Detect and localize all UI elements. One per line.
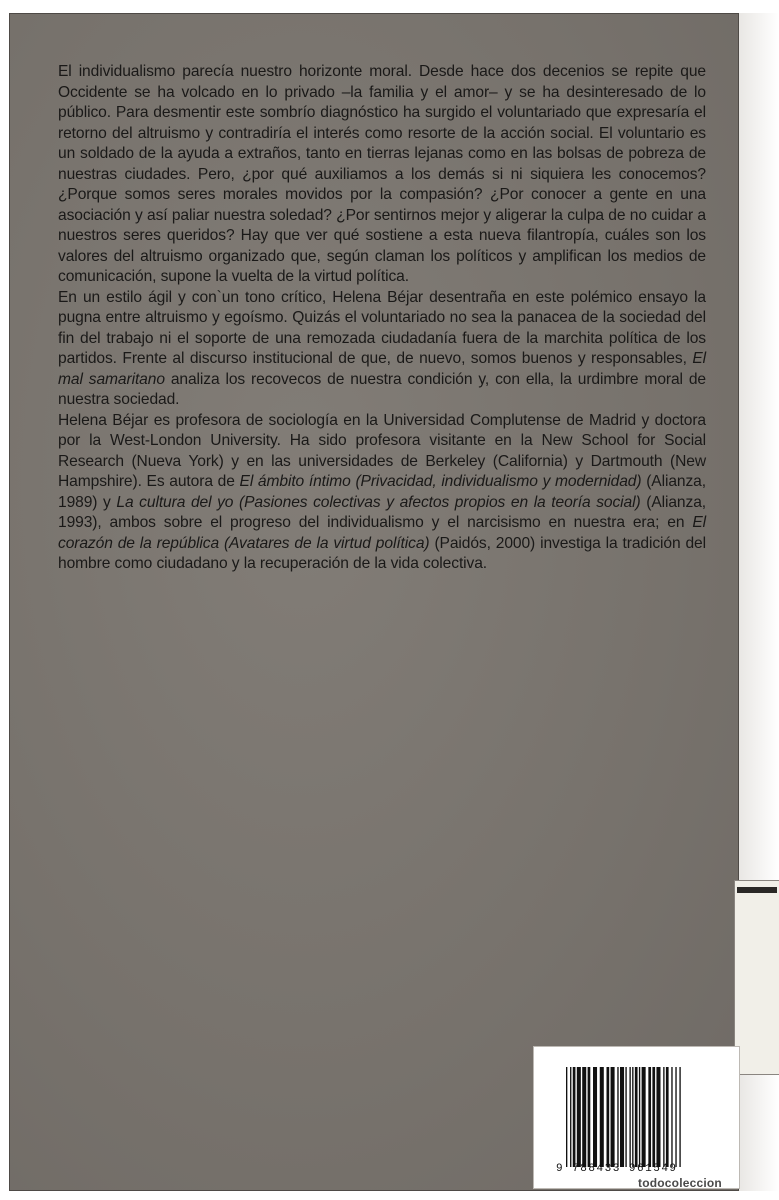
barcode-bar: [577, 1067, 581, 1167]
isbn-number: 9 788433 961549: [556, 1163, 678, 1175]
barcode-bar: [593, 1067, 597, 1167]
barcode-bar: [639, 1067, 640, 1167]
book-title-el-corazon-de-la-republica: El corazón de la república (Avatares de la virtud política): [58, 514, 706, 552]
barcode-bar: [648, 1067, 651, 1167]
barcode-bar: [671, 1067, 672, 1167]
barcode-bar: [588, 1067, 591, 1167]
paragraph-2-text-after: analiza los recovecos de nuestra condición y, con ella, la urdimbre moral de nuestra sociedad.: [58, 370, 706, 408]
barcode-bar: [629, 1067, 630, 1167]
barcode-bar: [582, 1067, 586, 1167]
blurb-text: [58, 62, 706, 575]
barcode-bar: [607, 1067, 610, 1167]
barcode-bar: [617, 1067, 618, 1167]
barcode-bar: [611, 1067, 615, 1167]
author-bio-part-1: Helena Béjar es profesora de sociología en la Universidad Complutense de Madrid y doctora por la West-London University. Ha sido profesora visitante en la New School for Social Research (Nueva York) y en las universidades de Berkeley (California) y Dartmouth (New Hampshire). Es autora de: [58, 411, 706, 490]
barcode-bar: [666, 1067, 669, 1167]
barcode-bar: [675, 1067, 676, 1167]
barcode-bar: [652, 1067, 655, 1167]
barcode-bar: [642, 1067, 646, 1167]
author-bio-paragraph: [58, 411, 706, 575]
barcode-bar: [632, 1067, 633, 1167]
barcode-bar: [625, 1067, 626, 1167]
barcode-bar: [635, 1067, 638, 1167]
barcode-panel: [533, 1046, 740, 1189]
blurb-paragraph-1: El individualismo parecía nuestro horizonte moral. Desde hace dos decenios se repite que Occidente se ha volcado en lo privado –la familia y el amor– y se ha desinteresado de lo público. Para desmentir este sombrío diagnóstico ha surgido el voluntariado que expresaría el retorno del altruismo y contradiría el interés como resorte de la acción social. El voluntario es un soldado de la ayuda a extraños, tanto en tierras lejanas como en las bolsas de pobreza de nuestras ciudades. Pero, ¿por qué auxiliamos a los demás si ni siquiera les conocemos? ¿Porque somos seres morales movidos por la compasión? ¿Por conocer a gente en una asociación y así paliar nuestra soledad? ¿Por sentirnos mejor y aligerar la culpa de no cuidar a nuestros seres queridos? Hay que ver qué sostiene a esta nueva filantropía, cuáles son los valores del altruismo organizado que, según claman los políticos y amplifican los medios de comunicación, supone la vuelta de la virtud política.: [58, 63, 706, 285]
blurb-paragraph-2: [58, 288, 706, 411]
barcode-bar: [600, 1067, 604, 1167]
book-title-el-mal-samaritano: El mal samaritano: [58, 350, 706, 388]
barcode-bar: [566, 1067, 567, 1167]
barcode-bar: [663, 1067, 664, 1167]
book-title-la-cultura-del-yo: La cultura del yo (Pasiones colectivas y afectos propios en la teoría social): [116, 493, 641, 511]
watermark-text: todocoleccion: [638, 1176, 722, 1190]
paragraph-2-text-before: En un estilo ágil y con`un tono crítico, Helena Béjar desentraña en este polémico ensayo la pugna entre altruismo y egoísmo. Quizás el voluntariado no sea la panacea de la sociedad del fin del trabajo ni el soporte de una remozada ciudadanía fuera de la marchita política de los partidos. Frente al discurso institucional de que, de nuevo, somos buenos y responsables,: [58, 288, 706, 367]
sticker-tape: [737, 887, 777, 893]
barcode-bar: [656, 1067, 660, 1167]
barcode-bar: [570, 1067, 571, 1167]
author-bio-part-4: (Paidós, 2000) investiga la tradición del hombre como ciudadano y la recuperación de la vida colectiva.: [58, 534, 706, 572]
barcode-bars: [564, 1067, 714, 1167]
book-title-el-ambito-intimo: El ámbito íntimo (Privacidad, individualismo y modernidad): [239, 473, 642, 490]
author-bio-part-3: (Alianza, 1993), ambos sobre el progreso del individualismo y el narcisismo en nuestra era; en: [58, 493, 706, 531]
library-sticker: [734, 880, 779, 1075]
barcode-bar: [679, 1067, 680, 1167]
author-bio-part-2: (Alianza, 1989) y: [58, 473, 706, 511]
barcode-bar: [620, 1067, 624, 1167]
barcode-bar: [573, 1067, 576, 1167]
